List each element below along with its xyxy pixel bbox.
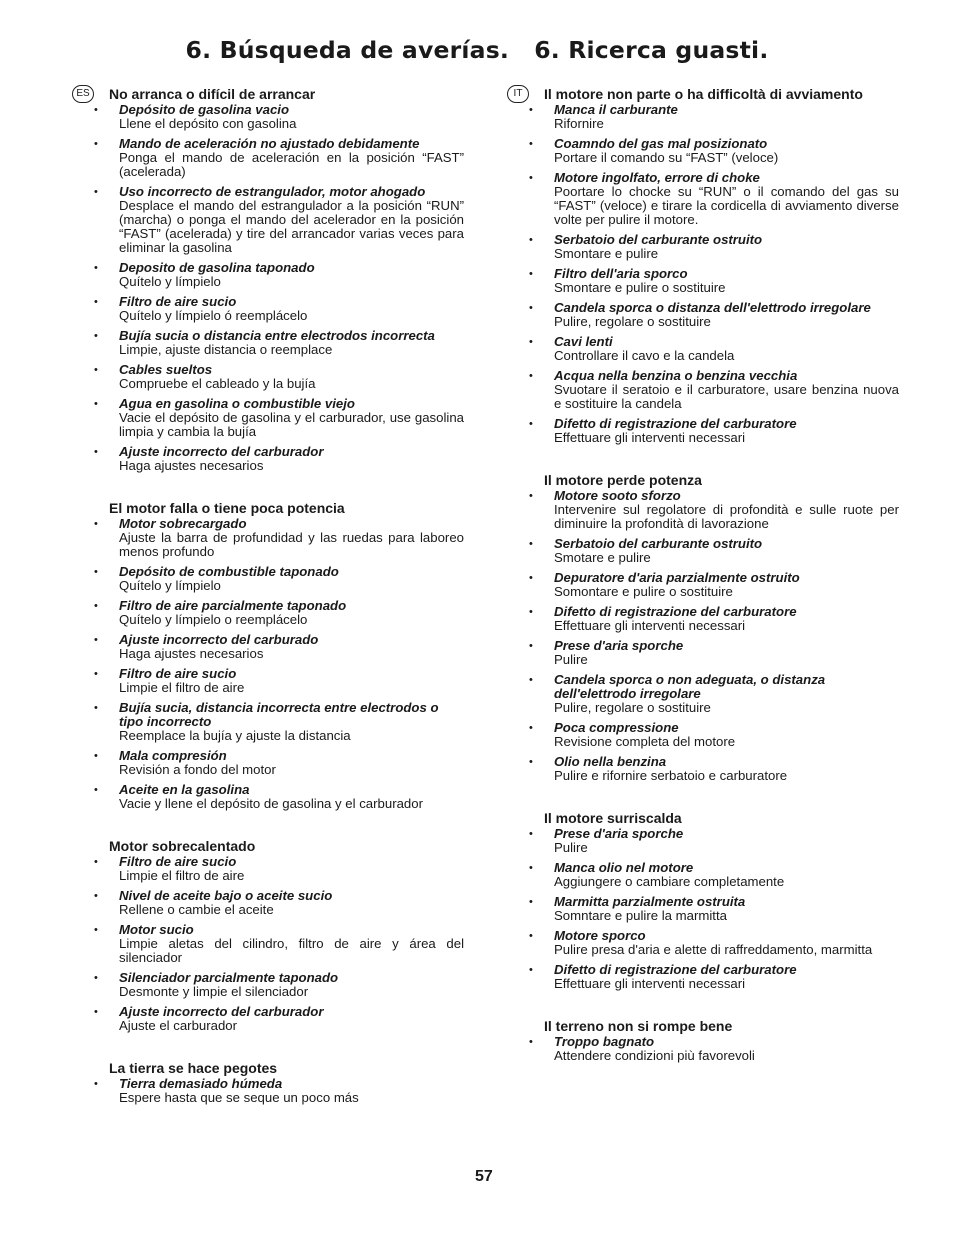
cause-text: Filtro de aire sucio bbox=[119, 294, 237, 309]
cause-text: Cables sueltos bbox=[119, 362, 213, 377]
list-item bbox=[529, 672, 899, 715]
cause-text: Manca il carburante bbox=[554, 102, 678, 117]
remedy-text: Ponga el mando de aceleración en la posición “FAST” (acelerada) bbox=[119, 150, 464, 179]
bullet-icon: • bbox=[94, 668, 98, 680]
remedy-text: Quítelo y límpielo bbox=[119, 274, 221, 289]
list-item bbox=[529, 754, 899, 783]
bullet-icon: • bbox=[94, 104, 98, 116]
list-item bbox=[529, 334, 899, 363]
remedy-text: Haga ajustes necesarios bbox=[119, 458, 264, 473]
list-item bbox=[94, 854, 464, 883]
troubleshooting-section bbox=[529, 1017, 899, 1063]
cause-text: Depuratore d'aria parzialmente ostruito bbox=[554, 570, 800, 585]
cause-text: Ajuste incorrecto del carburador bbox=[119, 1004, 324, 1019]
cause-text: Acqua nella benzina o benzina vecchia bbox=[554, 368, 798, 383]
remedy-text: Revisione completa del motore bbox=[554, 734, 736, 749]
bullet-icon: • bbox=[94, 186, 98, 198]
remedy-text: Limpie, ajuste distancia o reemplace bbox=[119, 342, 333, 357]
cause-text: Troppo bagnato bbox=[554, 1034, 655, 1049]
list-item bbox=[94, 294, 464, 323]
bullet-icon: • bbox=[94, 138, 98, 150]
cause-text: Manca olio nel motore bbox=[554, 860, 694, 875]
cause-text: Marmitta parzialmente ostruita bbox=[554, 894, 746, 909]
bullet-icon: • bbox=[94, 600, 98, 612]
list-item bbox=[529, 638, 899, 667]
list-item bbox=[529, 962, 899, 991]
remedy-text: Reemplace la bujía y ajuste la distancia bbox=[119, 728, 351, 743]
bullet-icon: • bbox=[529, 896, 533, 908]
remedy-text: Llene el depósito con gasolina bbox=[119, 116, 297, 131]
cause-text: Agua en gasolina o combustible viejo bbox=[119, 396, 355, 411]
bullet-icon: • bbox=[529, 606, 533, 618]
bullet-icon: • bbox=[529, 138, 533, 150]
troubleshooting-section bbox=[94, 837, 464, 1033]
cause-text: Depósito de gasolina vacio bbox=[119, 102, 290, 117]
issue-list bbox=[529, 488, 899, 783]
bullet-icon: • bbox=[529, 640, 533, 652]
list-item bbox=[529, 488, 899, 531]
remedy-text: Somntare e pulire la marmitta bbox=[554, 908, 727, 923]
troubleshooting-es bbox=[94, 85, 464, 1105]
language-badge-es: ES bbox=[72, 85, 94, 103]
cause-text: Motor sucio bbox=[119, 922, 194, 937]
cause-text: Filtro dell'aria sporco bbox=[554, 266, 688, 281]
list-item bbox=[529, 826, 899, 855]
remedy-text: Rifornire bbox=[554, 116, 604, 131]
cause-text: Filtro de aire sucio bbox=[119, 854, 237, 869]
remedy-text: Pulire e rifornire serbatoio e carburatore bbox=[554, 768, 788, 783]
list-item bbox=[94, 136, 464, 179]
remedy-text: Ajuste el carburador bbox=[119, 1018, 238, 1033]
remedy-text: Smotare e pulire bbox=[554, 550, 651, 565]
cause-text: Uso incorrecto de estrangulador, motor ahogado bbox=[119, 184, 426, 199]
bullet-icon: • bbox=[94, 398, 98, 410]
list-item bbox=[529, 300, 899, 329]
cause-text: Cavi lenti bbox=[554, 334, 613, 349]
list-item bbox=[94, 700, 464, 743]
list-item bbox=[529, 604, 899, 633]
list-item bbox=[529, 368, 899, 411]
issue-list bbox=[529, 826, 899, 991]
remedy-text: Effettuare gli interventi necessari bbox=[554, 430, 746, 445]
list-item bbox=[94, 184, 464, 255]
bullet-icon: • bbox=[529, 722, 533, 734]
list-item bbox=[94, 328, 464, 357]
section-title: Il motore perde potenza bbox=[544, 472, 702, 488]
list-item bbox=[94, 632, 464, 661]
section-title: Il motore surriscalda bbox=[544, 810, 682, 826]
issue-list bbox=[529, 1034, 899, 1063]
bullet-icon: • bbox=[94, 784, 98, 796]
section-title: Il motore non parte o ha difficoltà di avviamento bbox=[544, 86, 863, 102]
list-item bbox=[529, 266, 899, 295]
cause-text: Motore sooto sforzo bbox=[554, 488, 681, 503]
troubleshooting-section bbox=[529, 809, 899, 991]
bullet-icon: • bbox=[529, 1036, 533, 1048]
bullet-icon: • bbox=[529, 964, 533, 976]
bullet-icon: • bbox=[529, 756, 533, 768]
remedy-text: Effettuare gli interventi necessari bbox=[554, 618, 746, 633]
cause-text: Poca compressione bbox=[554, 720, 679, 735]
remedy-text: Pulire, regolare o sostituire bbox=[554, 314, 711, 329]
list-item bbox=[94, 516, 464, 559]
bullet-icon: • bbox=[529, 234, 533, 246]
issue-list bbox=[94, 854, 464, 1033]
remedy-text: Quítelo y límpielo o reemplácelo bbox=[119, 612, 308, 627]
bullet-icon: • bbox=[94, 446, 98, 458]
remedy-text: Desplace el mando del estrangulador a la posición “RUN” (marcha) o ponga el mando del acelerador en la posición “FAST” (acelerada) y tire del arrancador varias veces para eliminar la gasolina bbox=[119, 198, 464, 255]
bullet-icon: • bbox=[529, 336, 533, 348]
cause-text: Bujía sucia o distancia entre electrodos incorrecta bbox=[119, 328, 435, 343]
remedy-text: Limpie el filtro de aire bbox=[119, 680, 245, 695]
bullet-icon: • bbox=[529, 538, 533, 550]
cause-text: Serbatoio del carburante ostruito bbox=[554, 536, 763, 551]
list-item bbox=[94, 362, 464, 391]
issue-list bbox=[94, 1076, 464, 1105]
cause-text: Motore sporco bbox=[554, 928, 646, 943]
remedy-text: Pulire bbox=[554, 652, 588, 667]
list-item bbox=[94, 782, 464, 811]
cause-text: Aceite en la gasolina bbox=[119, 782, 250, 797]
remedy-text: Somontare e pulire o sostituire bbox=[554, 584, 733, 599]
cause-text: Difetto di registrazione del carburatore bbox=[554, 416, 797, 431]
remedy-text: Svuotare il seratoio e il carburatore, usare benzina nuova e sostituire la candela bbox=[554, 382, 899, 411]
section-title: Motor sobrecalentado bbox=[109, 838, 256, 854]
cause-text: Tierra demasiado húmeda bbox=[119, 1076, 283, 1091]
remedy-text: Compruebe el cableado y la bujía bbox=[119, 376, 316, 391]
cause-text: Nivel de aceite bajo o aceite sucio bbox=[119, 888, 333, 903]
troubleshooting-section bbox=[94, 499, 464, 811]
remedy-text: Limpie el filtro de aire bbox=[119, 868, 245, 883]
bullet-icon: • bbox=[94, 262, 98, 274]
bullet-icon: • bbox=[94, 1078, 98, 1090]
troubleshooting-section bbox=[529, 471, 899, 783]
column-es bbox=[72, 85, 464, 1131]
cause-text: Mando de aceleración no ajustado debidamente bbox=[119, 136, 420, 151]
bullet-icon: • bbox=[94, 634, 98, 646]
remedy-text: Revisión a fondo del motor bbox=[119, 762, 276, 777]
section-title: Il terreno non si rompe bene bbox=[544, 1018, 733, 1034]
bullet-icon: • bbox=[94, 702, 98, 714]
list-item bbox=[94, 1004, 464, 1033]
remedy-text: Haga ajustes necesarios bbox=[119, 646, 264, 661]
remedy-text: Smontare e pulire bbox=[554, 246, 659, 261]
list-item bbox=[529, 1034, 899, 1063]
section-title: El motor falla o tiene poca potencia bbox=[109, 500, 345, 516]
bullet-icon: • bbox=[529, 930, 533, 942]
remedy-text: Portare il comando su “FAST” (veloce) bbox=[554, 150, 779, 165]
list-item bbox=[529, 232, 899, 261]
list-item bbox=[94, 102, 464, 131]
cause-text: Silenciador parcialmente taponado bbox=[119, 970, 339, 985]
cause-text: Candela sporca o distanza dell'elettrodo irregolare bbox=[554, 300, 871, 315]
remedy-text: Attendere condizioni più favorevoli bbox=[554, 1048, 755, 1063]
list-item bbox=[94, 666, 464, 695]
list-item bbox=[94, 888, 464, 917]
bullet-icon: • bbox=[94, 1006, 98, 1018]
cause-text: Deposito de gasolina taponado bbox=[119, 260, 315, 275]
list-item bbox=[529, 536, 899, 565]
bullet-icon: • bbox=[94, 972, 98, 984]
remedy-text: Intervenire sul regolatore di profondità e sulle ruote per diminuire la profondità di lavorazione bbox=[554, 502, 899, 531]
troubleshooting-section bbox=[94, 1059, 464, 1105]
bullet-icon: • bbox=[529, 828, 533, 840]
list-item bbox=[94, 748, 464, 777]
cause-text: Mala compresión bbox=[119, 748, 227, 763]
bullet-icon: • bbox=[529, 302, 533, 314]
remedy-text: Aggiungere o cambiare completamente bbox=[554, 874, 785, 889]
list-item bbox=[529, 570, 899, 599]
list-item bbox=[94, 922, 464, 965]
cause-text: Olio nella benzina bbox=[554, 754, 667, 769]
remedy-text: Desmonte y limpie el silenciador bbox=[119, 984, 309, 999]
page-title: 6. Búsqueda de averías. 6. Ricerca guasti. bbox=[185, 36, 769, 64]
bullet-icon: • bbox=[529, 418, 533, 430]
list-item bbox=[529, 860, 899, 889]
remedy-text: Limpie aletas del cilindro, filtro de aire y área del silenciador bbox=[119, 936, 464, 965]
page-number: 57 bbox=[475, 1168, 493, 1185]
list-item bbox=[529, 928, 899, 957]
list-item bbox=[529, 136, 899, 165]
cause-text: Bujía sucia, distancia incorrecta entre electrodos o tipo incorrecto bbox=[119, 700, 439, 729]
troubleshooting-it bbox=[529, 85, 899, 1063]
cause-text: Prese d'aria sporche bbox=[554, 638, 684, 653]
cause-text: Difetto di registrazione del carburatore bbox=[554, 604, 797, 619]
issue-list bbox=[94, 516, 464, 811]
remedy-text: Vacie el depósito de gasolina y el carburador, use gasolina limpia y cambia la bujía bbox=[119, 410, 464, 439]
issue-list bbox=[529, 102, 899, 445]
list-item bbox=[529, 894, 899, 923]
remedy-text: Quítelo y límpielo bbox=[119, 578, 221, 593]
remedy-text: Smontare e pulire o sostituire bbox=[554, 280, 726, 295]
section-title: La tierra se hace pegotes bbox=[109, 1060, 278, 1076]
troubleshooting-section bbox=[529, 85, 899, 445]
bullet-icon: • bbox=[94, 856, 98, 868]
troubleshooting-section bbox=[94, 85, 464, 473]
bullet-icon: • bbox=[529, 104, 533, 116]
remedy-text: Pulire bbox=[554, 840, 588, 855]
cause-text: Depósito de combustible taponado bbox=[119, 564, 339, 579]
list-item bbox=[94, 970, 464, 999]
list-item bbox=[529, 720, 899, 749]
bullet-icon: • bbox=[94, 296, 98, 308]
bullet-icon: • bbox=[529, 862, 533, 874]
remedy-text: Ajuste la barra de profundidad y las ruedas para laboreo menos profundo bbox=[119, 530, 464, 559]
list-item bbox=[529, 416, 899, 445]
list-item bbox=[94, 444, 464, 473]
remedy-text: Controllare il cavo e la candela bbox=[554, 348, 735, 363]
remedy-text: Espere hasta que se seque un poco más bbox=[119, 1090, 359, 1105]
bullet-icon: • bbox=[94, 566, 98, 578]
bullet-icon: • bbox=[529, 370, 533, 382]
bullet-icon: • bbox=[529, 172, 533, 184]
bullet-icon: • bbox=[94, 750, 98, 762]
list-item bbox=[94, 1076, 464, 1105]
remedy-text: Pulire, regolare o sostituire bbox=[554, 700, 711, 715]
cause-text: Motor sobrecargado bbox=[119, 516, 247, 531]
list-item bbox=[94, 260, 464, 289]
section-title: No arranca o difícil de arrancar bbox=[109, 86, 316, 102]
cause-text: Candela sporca o non adeguata, o distanza dell'elettrodo irregolare bbox=[554, 672, 826, 701]
remedy-text: Rellene o cambie el aceite bbox=[119, 902, 274, 917]
column-it bbox=[507, 85, 899, 1089]
remedy-text: Poortare lo chocke su “RUN” o il comando del gas su “FAST” (veloce) e tirare la cordicella di avviamento diverse volte per pulire il motore. bbox=[554, 184, 899, 227]
remedy-text: Quítelo y límpielo ó reemplácelo bbox=[119, 308, 308, 323]
list-item bbox=[94, 396, 464, 439]
cause-text: Difetto di registrazione del carburatore bbox=[554, 962, 797, 977]
bullet-icon: • bbox=[529, 572, 533, 584]
cause-text: Filtro de aire parcialmente taponado bbox=[119, 598, 347, 613]
list-item bbox=[529, 102, 899, 131]
bullet-icon: • bbox=[529, 490, 533, 502]
cause-text: Prese d'aria sporche bbox=[554, 826, 684, 841]
list-item bbox=[94, 564, 464, 593]
remedy-text: Pulire presa d'aria e alette di raffreddamento, marmitta bbox=[554, 942, 873, 957]
bullet-icon: • bbox=[529, 674, 533, 686]
bullet-icon: • bbox=[94, 890, 98, 902]
language-badge-it: IT bbox=[507, 85, 529, 103]
cause-text: Filtro de aire sucio bbox=[119, 666, 237, 681]
cause-text: Motore ingolfato, errore di choke bbox=[554, 170, 760, 185]
remedy-text: Vacie y llene el depósito de gasolina y el carburador bbox=[119, 796, 423, 811]
cause-text: Ajuste incorrecto del carburado bbox=[119, 632, 319, 647]
remedy-text: Effettuare gli interventi necessari bbox=[554, 976, 746, 991]
list-item bbox=[94, 598, 464, 627]
bullet-icon: • bbox=[94, 364, 98, 376]
bullet-icon: • bbox=[94, 924, 98, 936]
cause-text: Ajuste incorrecto del carburador bbox=[119, 444, 324, 459]
bullet-icon: • bbox=[94, 330, 98, 342]
bullet-icon: • bbox=[529, 268, 533, 280]
bullet-icon: • bbox=[94, 518, 98, 530]
cause-text: Coamndo del gas mal posizionato bbox=[554, 136, 768, 151]
cause-text: Serbatoio del carburante ostruito bbox=[554, 232, 763, 247]
list-item bbox=[529, 170, 899, 227]
issue-list bbox=[94, 102, 464, 473]
